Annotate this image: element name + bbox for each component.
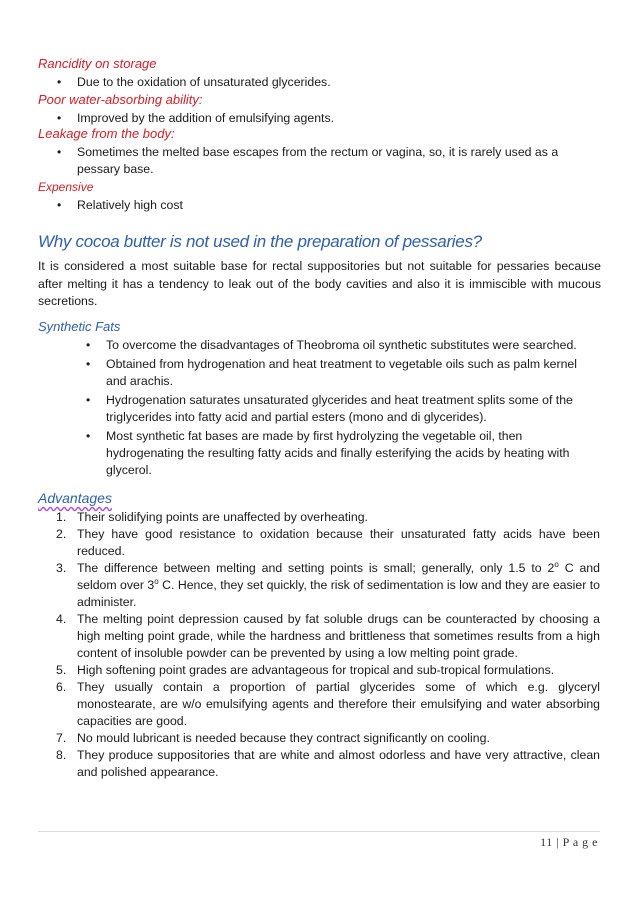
heading-synthetic-fats: Synthetic Fats [38, 319, 121, 334]
footer-divider [38, 831, 600, 832]
list-item: 3. The difference between melting and setting points is small; generally, only 1.5 to 2$^o$ C and seldom over 3$^o$ C. Hence, they set quickly, the risk of sedimentation is low and they are easier to administer. [56, 559, 600, 609]
heading-advantages: Advantages [38, 490, 112, 506]
list-item: • Improved by the addition of emulsifying agents. [57, 111, 335, 125]
bullet-icon: • [86, 393, 91, 407]
list-item: • Most synthetic fat bases are made by first hydrolyzing the vegetable oil, then hydrogenating the resulting fatty acids and finally esterifying the acids by heating with glycerol. [86, 429, 570, 477]
bullet-icon: • [86, 357, 91, 371]
section-synthetic-fats [38, 318, 603, 479]
heading-leakage: Leakage from the body: [38, 126, 175, 141]
bullet-icon: • [57, 75, 62, 89]
list-item: 7. No mould lubricant is needed because they contract significantly on cooling. [56, 731, 490, 745]
heading-rancidity: Rancidity on storage [38, 56, 157, 71]
list-item: 8. They produce suppositories that are white and almost odorless and have very attractive, clean and polished appearance. [56, 748, 600, 779]
section-expensive [38, 179, 603, 214]
page-number: 11 | P a g e [540, 835, 598, 849]
section-rancidity [38, 56, 603, 91]
list-item: • Due to the oxidation of unsaturated glycerides. [57, 75, 331, 89]
bullet-icon: • [86, 338, 91, 352]
bullet-icon: • [57, 145, 62, 159]
bullet-icon: • [57, 198, 62, 212]
section-advantages [38, 489, 603, 781]
list-item: • Sometimes the melted base escapes from the rectum or vagina, so, it is rarely used as a pessary base. [57, 145, 559, 176]
heading-why-cocoa-butter: Why cocoa butter is not used in the preparation of pessaries? [38, 232, 482, 251]
list-item: • Hydrogenation saturates unsaturated glycerides and heat treatment splits some of the triglycerides into fatty acid and partial esters (mono and di glycerides). [86, 393, 573, 424]
list-item: 5. High softening point grades are advantageous for tropical and sub-tropical formulations. [56, 663, 555, 677]
paragraph-why-cocoa-butter: It is considered a most suitable base for rectal suppositories but not suitable for pessaries because after melting it has a tendency to leak out of the body cavities and also it is immiscible with mucous secretions. [38, 259, 601, 308]
list-item: 4. The melting point depression caused by fat soluble drugs can be counteracted by choosing a high melting point grade, while the hardness and brittleness that sometimes results from a high content of insoluble powder can be prevented by using a low melting point grade. [56, 612, 600, 660]
heading-expensive: Expensive [38, 180, 94, 194]
list-item: • Obtained from hydrogenation and heat treatment to vegetable oils such as palm kernel and arachis. [86, 357, 577, 388]
list-item: • To overcome the disadvantages of Theobroma oil synthetic substitutes were searched. [86, 338, 577, 352]
heading-water-absorbing: Poor water-absorbing ability: [38, 92, 203, 107]
bullet-icon: • [86, 429, 91, 443]
list-item: 2. They have good resistance to oxidation because their unsaturated fatty acids have been reduced. [56, 527, 600, 558]
section-leakage [38, 126, 603, 178]
section-water-absorbing [38, 92, 603, 127]
section-why-cocoa-butter [38, 231, 601, 311]
list-item: 1. Their solidifying points are unaffected by overheating. [56, 510, 368, 524]
bullet-icon: • [57, 111, 62, 125]
list-item: • Relatively high cost [57, 198, 183, 212]
list-item: 6. They usually contain a proportion of partial glycerides some of which e.g. glyceryl monostearate, are w/o emulsifying agents and therefore their emulsifying and water absorbing capacities are good. [56, 680, 600, 728]
